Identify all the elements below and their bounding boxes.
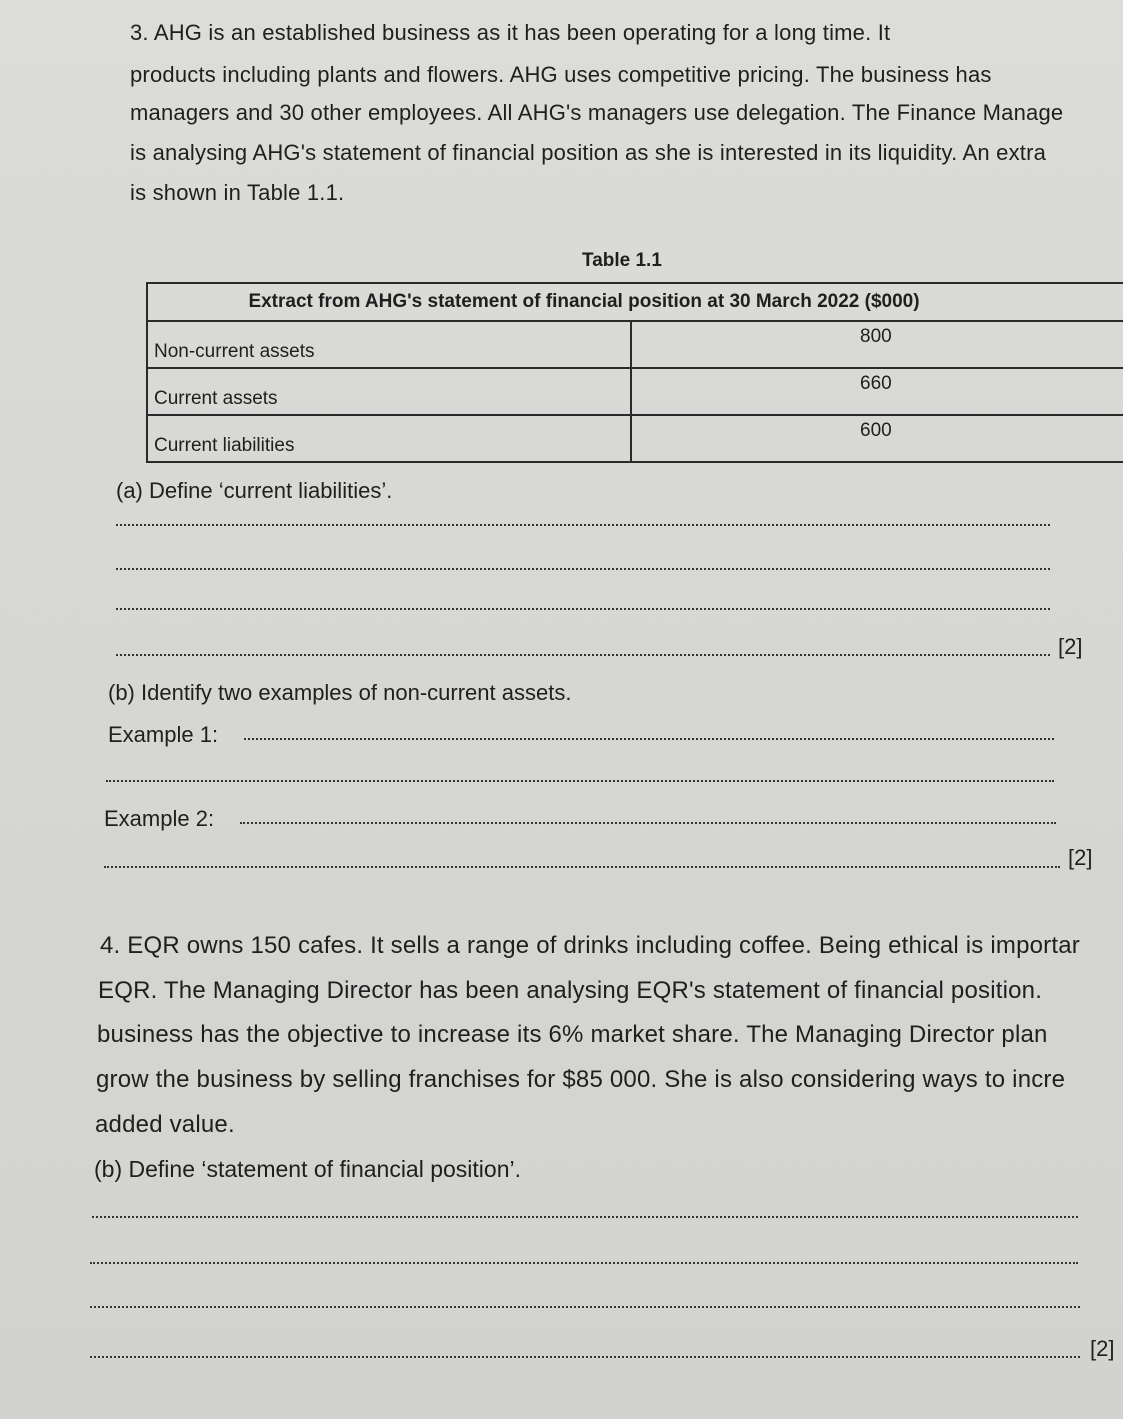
q3-line-4: is analysing AHG's statement of financial position as she is interested in its liquidity. An extra xyxy=(130,140,1047,165)
table-row xyxy=(147,415,1123,462)
q3-line-3: managers and 30 other employees. All AHG's managers use delegation. The Finance Manage xyxy=(130,100,1064,125)
row-value: 800 xyxy=(631,321,1123,368)
table-header-row xyxy=(147,283,1123,321)
answer-line-a1[interactable] xyxy=(116,524,1050,526)
table-row xyxy=(147,321,1123,368)
row-value: 660 xyxy=(631,368,1123,415)
answer-line-example-2[interactable] xyxy=(240,822,1056,824)
q4-line-5: added value. xyxy=(95,1111,235,1138)
q4-line-1: 4. EQR owns 150 cafes. It sells a range of drinks including coffee. Being ethical is importar xyxy=(100,932,1080,959)
answer-line-a2[interactable] xyxy=(116,568,1050,570)
row-value: 600 xyxy=(631,415,1123,462)
table-row xyxy=(147,368,1123,415)
answer-line-q4-1[interactable] xyxy=(92,1216,1078,1218)
q4-line-4: grow the business by selling franchises for $85 000. She is also considering ways to incre xyxy=(96,1066,1066,1093)
answer-line-example-1[interactable] xyxy=(244,738,1054,740)
answer-line-b2[interactable] xyxy=(106,780,1054,782)
answer-line-a4[interactable] xyxy=(116,654,1050,656)
answer-line-b4[interactable] xyxy=(104,866,1060,868)
q4-line-2: EQR. The Managing Director has been analysing EQR's statement of financial position. xyxy=(98,977,1043,1004)
answer-line-q4-2[interactable] xyxy=(90,1262,1078,1264)
q3-line-2: products including plants and flowers. AHG uses competitive pricing. The business has xyxy=(130,62,992,87)
example-1-label: Example 1: xyxy=(108,722,219,747)
table-header: Extract from AHG's statement of financial position at 30 March 2022 ($000) xyxy=(147,283,1123,321)
q3-part-b-prompt: (b) Identify two examples of non-current assets. xyxy=(108,680,572,705)
financial-position-table xyxy=(146,282,1123,463)
row-label: Non-current assets xyxy=(147,321,631,368)
q3-line-5: is shown in Table 1.1. xyxy=(130,180,345,205)
row-label: Current liabilities xyxy=(147,415,631,462)
answer-line-a3[interactable] xyxy=(116,608,1050,610)
row-label: Current assets xyxy=(147,368,631,415)
example-2-label: Example 2: xyxy=(104,806,215,831)
q3a-marks: [2] xyxy=(1058,634,1083,659)
answer-line-q4-4[interactable] xyxy=(90,1356,1080,1358)
table-caption: Table 1.1 xyxy=(582,250,662,271)
q3b-marks: [2] xyxy=(1068,845,1093,870)
q4b-marks: [2] xyxy=(1090,1336,1115,1361)
q3-line-1: 3. AHG is an established business as it has been operating for a long time. It xyxy=(130,20,891,45)
q3-part-a-prompt: (a) Define ‘current liabilities’. xyxy=(116,478,393,503)
q4-part-b-prompt: (b) Define ‘statement of financial position’. xyxy=(94,1156,521,1182)
answer-line-q4-3[interactable] xyxy=(90,1306,1080,1308)
q4-line-3: business has the objective to increase its 6% market share. The Managing Director plan xyxy=(97,1021,1048,1048)
